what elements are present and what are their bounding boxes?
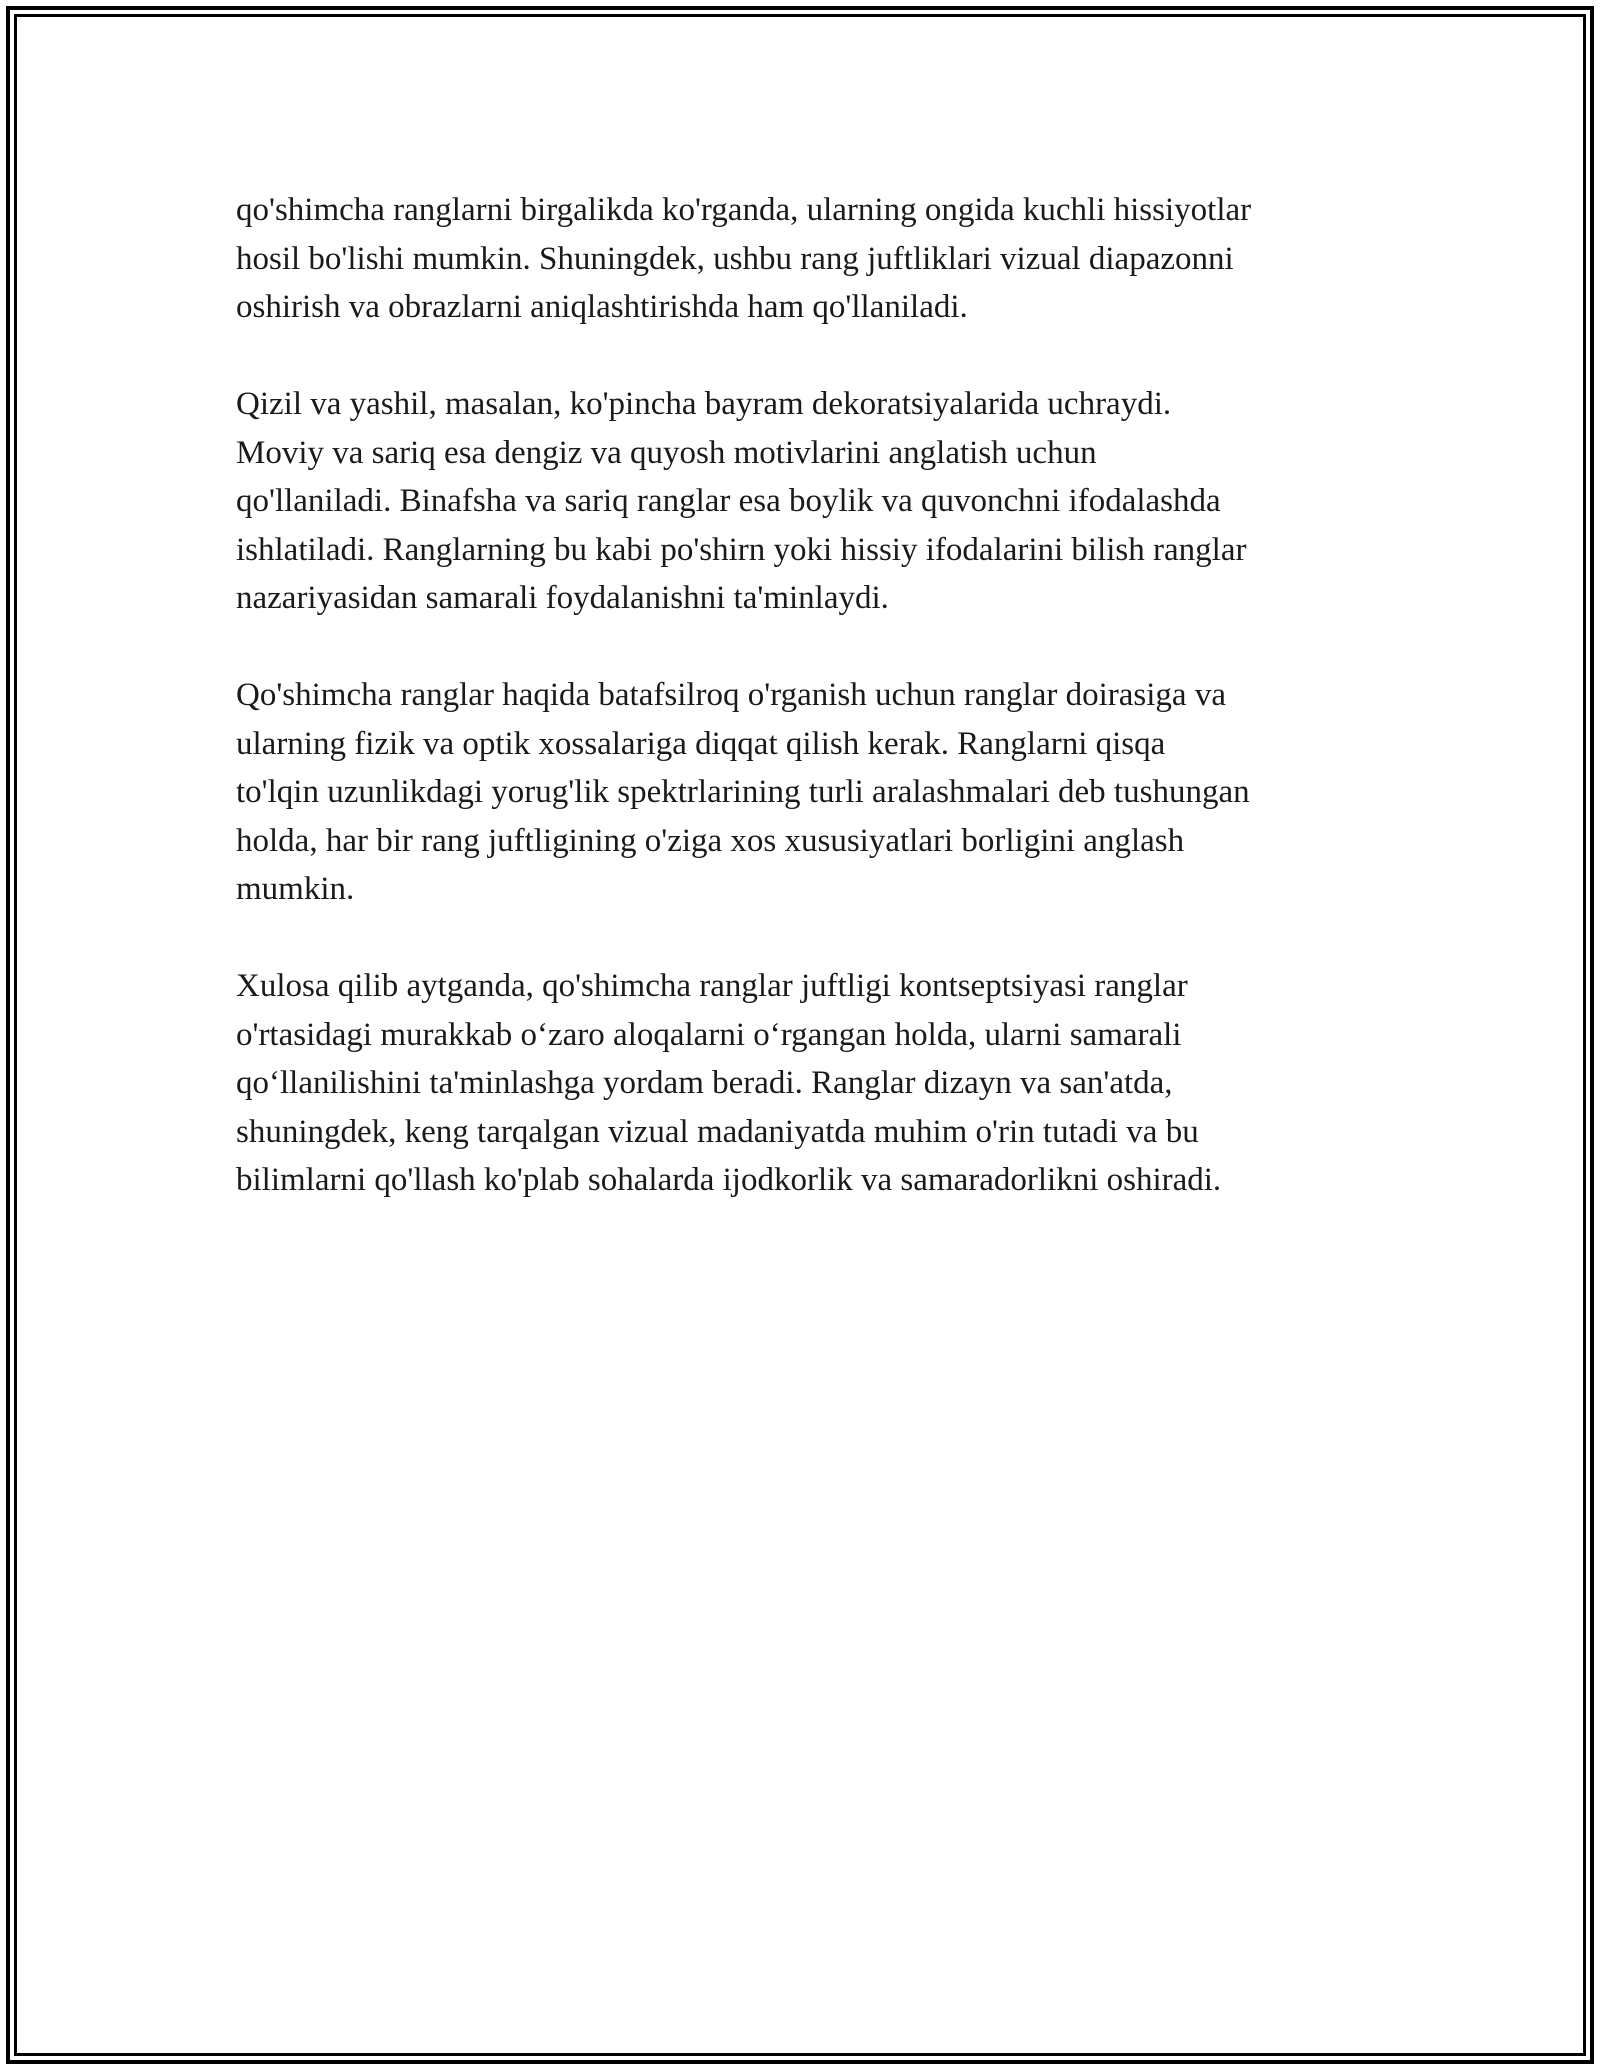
paragraph-1: qo'shimcha ranglarni birgalikda ko'rganda, ularning ongida kuchli hissiyotlar hosil bo'lishi mumkin. Shuningdek, ushbu rang juftliklari vizual diapazonni oshirish va obrazlarni aniqlashtirishda ham qo'llaniladi. xyxy=(236,192,1252,325)
paragraph-4: Xulosa qilib aytganda, qo'shimcha ranglar juftligi kontseptsiyasi ranglar o'rtasidagi murakkab o‘zaro aloqalarni o‘rgangan holda, ularni samarali qo‘llanilishini ta'minlashga yordam beradi. Ranglar dizayn va san'atda, shuningdek, keng tarqalgan vizual madaniyatda muhim o'rin tutadi va bu bilimlarni qo'llash ko'plab sohalarda ijodkorlik va samaradorlikni oshiradi. xyxy=(236,968,1222,1198)
paragraph-2: Qizil va yashil, masalan, ko'pincha bayram dekoratsiyalarida uchraydi. Moviy va sariq esa dengiz va quyosh motivlarini anglatish uchun qo'llaniladi. Binafsha va sariq ranglar esa boylik va quvonchni ifodalashda ishlatiladi. Ranglarning bu kabi po'shirn yoki hissiy ifodalarini bilish ranglar nazariyasidan samarali foydalanishni ta'minlaydi. xyxy=(236,386,1247,616)
paragraph-3: Qo'shimcha ranglar haqida batafsilroq o'rganish uchun ranglar doirasiga va ularning fizik va optik xossalariga diqqat qilish kerak. Ranglarni qisqa to'lqin uzunlikdagi yorug'lik spektrlarining turli aralashmalari deb tushungan holda, har bir rang juftligining o'ziga xos xususiyatlari borligini anglash mumkin. xyxy=(236,677,1250,907)
document-body xyxy=(236,186,1386,1253)
